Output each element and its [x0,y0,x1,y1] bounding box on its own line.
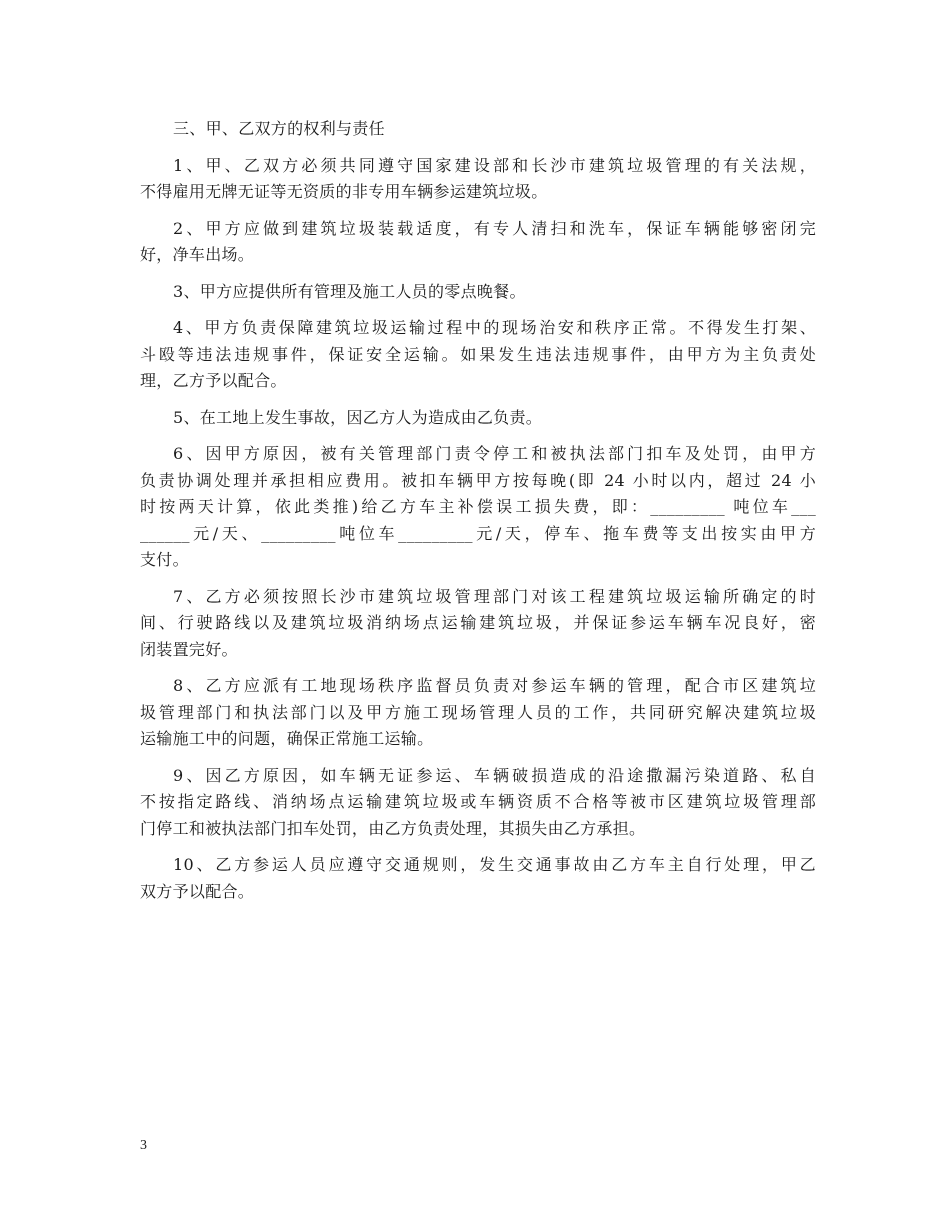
paragraph-line: 1、甲、乙双方必须共同遵守国家建设部和长沙市建筑垃圾管理的有关法规， [173,155,816,175]
paragraph-line: 斗殴等违法违规事件，保证安全运输。如果发生违法违规事件，由甲方为主负责处 [140,344,816,364]
paragraph-line: 双方予以配合。 [140,881,255,901]
paragraph-line: 支付。 [140,550,189,569]
paragraph-line: 不按指定路线、消纳场点运输建筑垃圾或车辆资质不合格等被市区建筑垃圾管理部 [140,792,816,811]
paragraph-line: 理，乙方予以配合。 [140,371,287,390]
page-number: 3 [140,1138,147,1153]
paragraph-line: 3、甲方应提供所有管理及施工人员的零点晚餐。 [173,281,526,301]
paragraph-line: 间、行驶路线以及建筑垃圾消纳场点运输建筑垃圾，并保证参运车辆车况良好，密 [140,613,816,632]
section-heading: 三、甲、乙双方的权利与责任 [173,119,385,138]
paragraph-line: 圾管理部门和执法部门以及甲方施工现场管理人员的工作，共同研究解决建筑垃圾 [140,702,816,722]
paragraph-line: 10、乙方参运人员应遵守交通规则，发生交通事故由乙方车主自行处理，甲乙 [173,855,816,874]
paragraph-line: 闭装置完好。 [140,639,238,659]
paragraph-line: 8、乙方应派有工地现场秩序监督员负责对参运车辆的管理，配合市区建筑垃 [173,676,816,695]
paragraph-line: 5、在工地上发生事故，因乙方人为造成由乙负责。 [173,407,543,427]
paragraph [140,763,816,843]
paragraph-line: 2、甲方应做到建筑垃圾装载适度，有专人清扫和洗车，保证车辆能够密闭完 [173,218,816,238]
paragraph-line: 不得雇用无牌无证等无资质的非专用车辆参运建筑垃圾。 [140,182,548,201]
paragraph-line: 负责协调处理并承担相应费用。被扣车辆甲方按每晚(即 24 小时以内，超过 24 小 [140,470,816,490]
paragraph-line: 时按两天计算，依此类推)给乙方车主补偿误工损失费，即：_________ 吨位车___ [140,497,816,516]
paragraph [140,153,816,206]
paragraph [140,852,816,905]
paragraph [140,441,816,574]
paragraph [140,584,816,664]
paragraph-line: 9、因乙方原因，如车辆无证参运、车辆破损造成的沿途撒漏污染道路、私自 [173,765,816,785]
paragraph-line: 好，净车出场。 [140,245,255,264]
paragraph [140,315,816,395]
paragraph-line: 门停工和被执法部门扣车处罚，由乙方负责处理，其损失由乙方承担。 [140,818,646,838]
paragraph-line: 7、乙方必须按照长沙市建筑垃圾管理部门对该工程建筑垃圾运输所确定的时 [173,586,816,606]
paragraph-line: 运输施工中的问题，确保正常施工运输。 [140,729,434,748]
paragraph-line: 4、甲方负责保障建筑垃圾运输过程中的现场治安和秩序正常。不得发生打架、 [173,318,816,337]
paragraph [140,673,816,753]
paragraph [140,216,816,269]
paragraph-list [140,153,816,906]
paragraph-line: 6、因甲方原因，被有关管理部门责令停工和被执法部门扣车及处罚，由甲方 [173,444,816,463]
paragraph-line: ______元/天、_________吨位车_________元/天，停车、拖车费等支出按实由甲方 [140,523,816,543]
document-body [140,116,816,915]
paragraph [140,279,816,306]
paragraph [140,405,816,432]
